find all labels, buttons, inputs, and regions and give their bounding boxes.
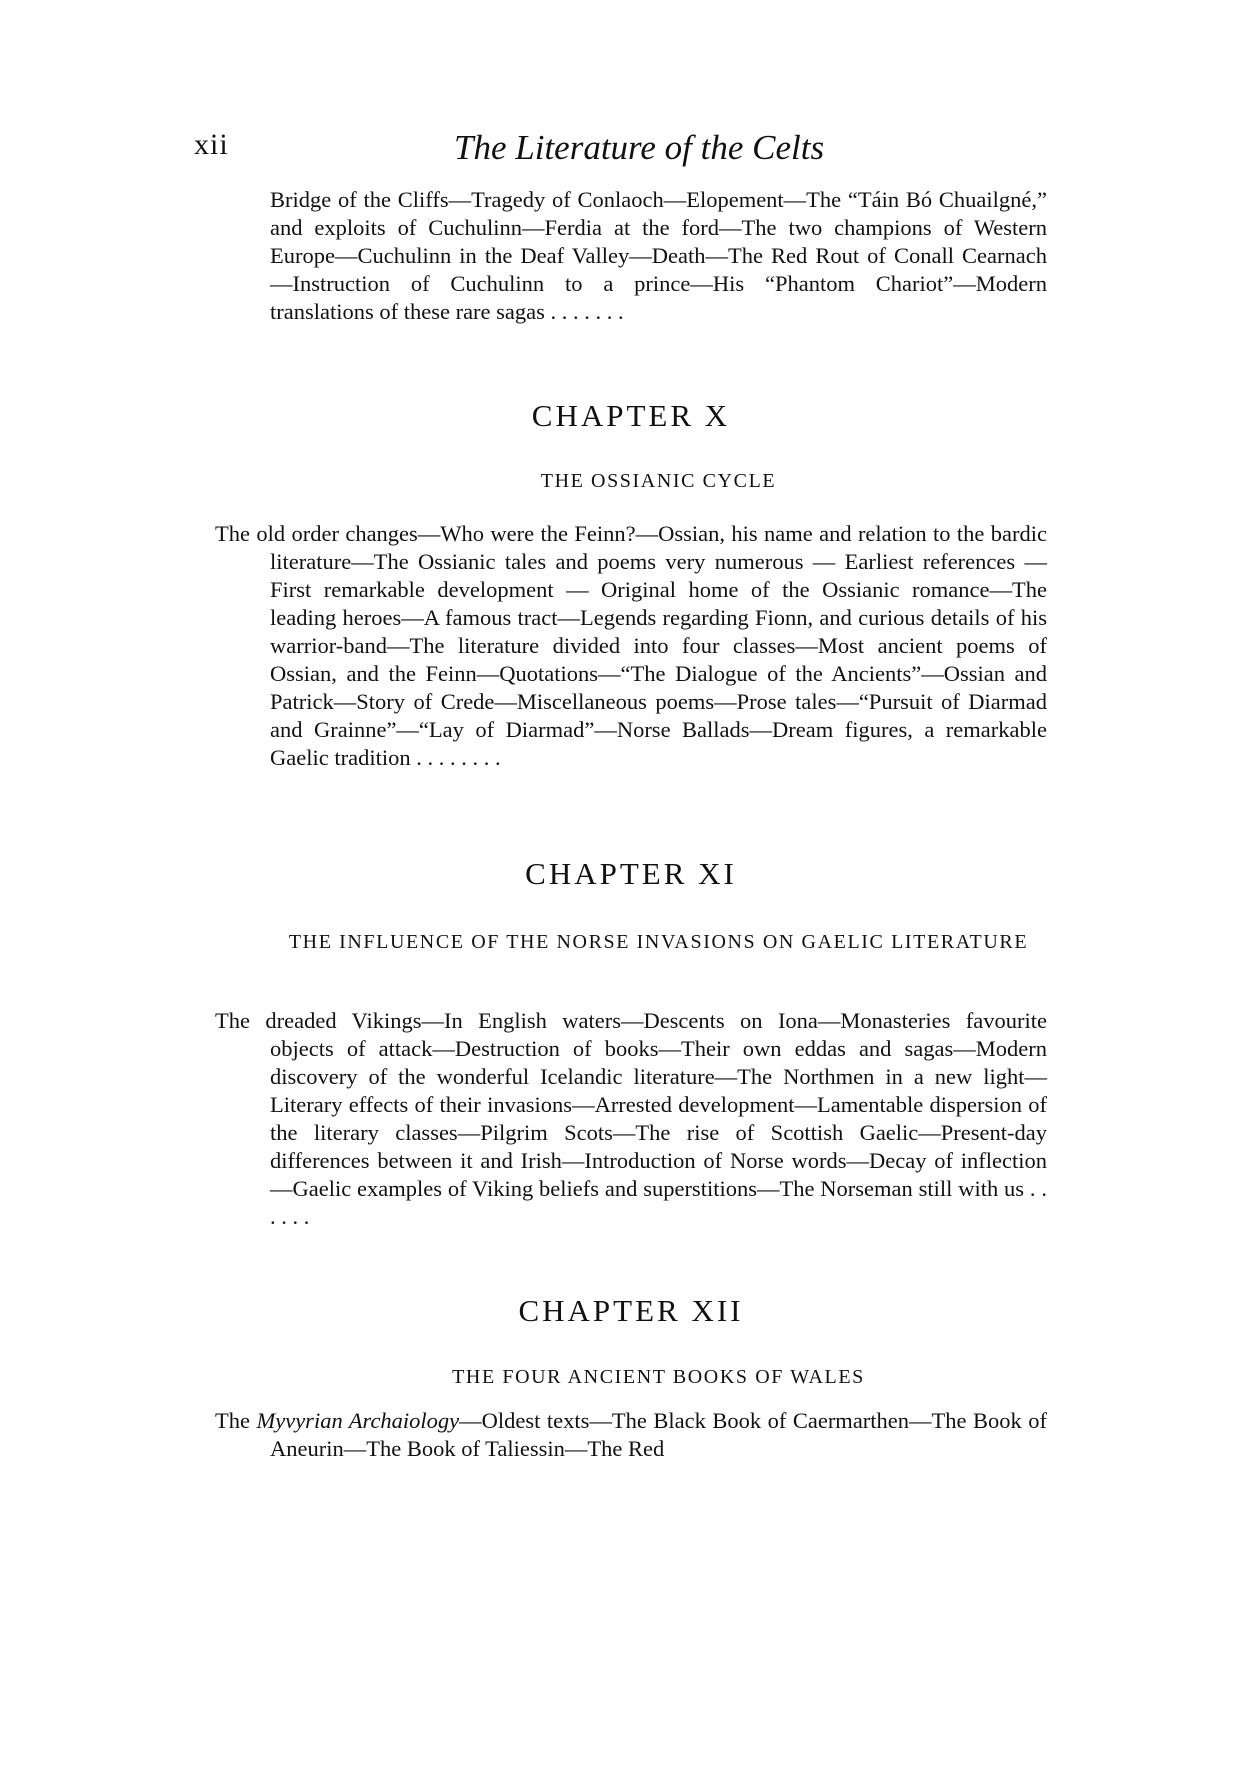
chapter-summary-text: The dreaded Vikings—In English waters—Descents on Iona—Monasteries favourite objects of attack—Destruction of books—Their own eddas and sagas—Modern discovery of the wonderful Icelandic literature—The Northmen in a new light—Literary effects of their invasions—Arrested development—Lamentable dispersion of the literary classes—Pilgrim Scots—The rise of Scottish Gaelic—Present-day differences between it and Irish—Introduction of Norse words—Decay of inflection—Gaelic examples of Viking beliefs and superstitions—The Norseman still with us: [215, 1008, 1047, 1201]
chapter-heading: CHAPTER XI: [525, 856, 737, 891]
chapter-summary: [215, 520, 1047, 772]
dot-leader: . . . . . . . .: [416, 745, 501, 770]
previous-summary-text: Bridge of the Cliffs—Tragedy of Conlaoch—Elopement—The “Táin Bó Chuailgné,” and exploits of Cuchulinn—Ferdia at the ford—The two champions of Western Europe—Cuchulinn in the Deaf Valley—Death—The Red Rout of Conall Cearnach—Instruction of Cuchulinn to a prince—His “Phantom Chariot”—Modern translations of these rare sagas: [270, 187, 1047, 324]
dot-leader: . . . . . .: [270, 1176, 1048, 1229]
chapter-summary-text: The old order changes—Who were the Feinn?—Ossian, his name and relation to the bardic literature—The Ossianic tales and poems very numerous — Earliest references — First remarkable development — Original home of the Ossianic romance—The leading heroes—A famous tract—Legends regarding Fionn, and curious details of his warrior-band—The literature divided into four classes—Most ancient poems of Ossian, and the Feinn—Quotations—“The Dialogue of the Ancients”—Ossian and Patrick—Story of Crede—Miscellaneous poems—Prose tales—“Pursuit of Diarmad and Grainne”—“Lay of Diarmad”—Norse Ballads—Dream figures, a remarkable Gaelic tradition: [215, 521, 1047, 770]
running-header: [0, 128, 1259, 178]
chapter-summary-lead: The: [215, 1408, 257, 1433]
dot-leader: . . . . . . .: [550, 299, 624, 324]
chapter-heading: CHAPTER XII: [518, 1293, 744, 1328]
page-number: xii: [194, 128, 229, 161]
chapter-summary: [215, 1407, 1047, 1463]
chapter-heading: CHAPTER X: [531, 398, 731, 433]
chapter-title: THE INFLUENCE OF THE NORSE INVASIONS ON GAELIC LITERATURE: [288, 931, 1029, 953]
chapter-summary-text: —Oldest texts—The Black Book of Caermarthen—The Book of Aneurin—The Book of Taliessin—The Red: [270, 1408, 1047, 1461]
previous-chapter-summary: [270, 186, 1047, 326]
chapter-summary: [215, 1007, 1047, 1231]
running-title: The Literature of the Celts: [454, 128, 825, 167]
chapter-title: THE OSSIANIC CYCLE: [540, 470, 777, 492]
chapter-title: THE FOUR ANCIENT BOOKS OF WALES: [452, 1366, 865, 1388]
book-title: Myvyrian Archaiology: [256, 1408, 460, 1433]
